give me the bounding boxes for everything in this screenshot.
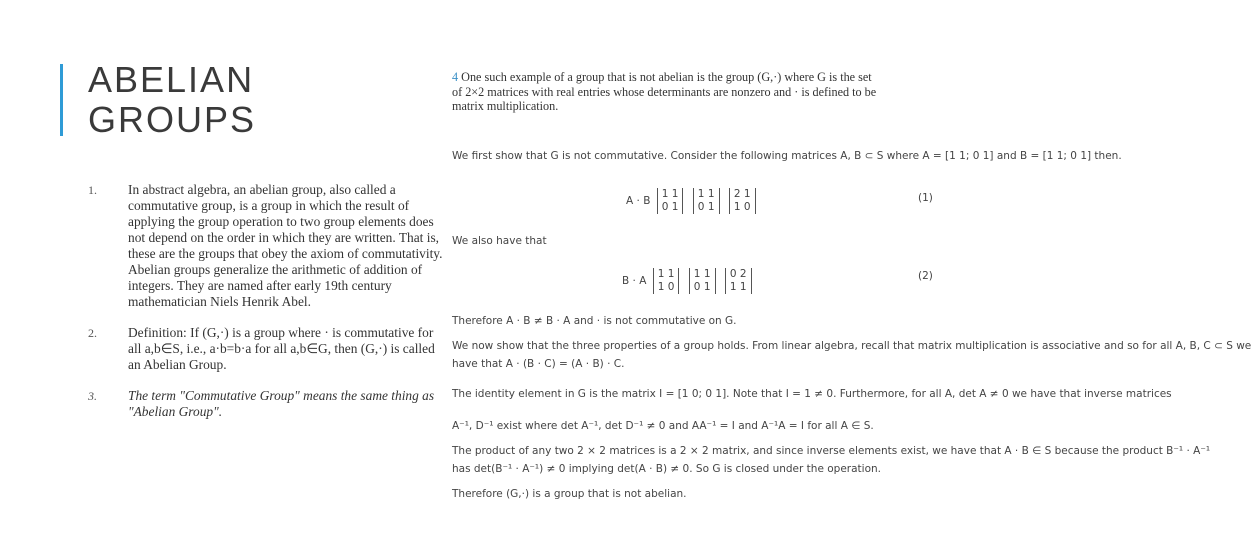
list-text: In abstract algebra, an abelian group, also called a commutative group, is a group in which the result of applying the group operation to two group elements does not depend on the order in which they are written. That is, these are the groups that obey the axiom of commutativity. Abelian groups generalize the arithmetic of addition of integers. They are named after early 19th century mathematician Niels Henrik Abel. [128, 182, 443, 309]
definition-list [88, 182, 443, 435]
matrix-row: 1 1 [661, 188, 679, 200]
matrix-row: 0 2 [729, 268, 747, 280]
matrix-row: 1 1 [729, 281, 747, 293]
eq2-label: B · A [622, 275, 647, 287]
list-item [88, 325, 443, 373]
title-accent-bar [60, 64, 63, 136]
proof-line: We also have that [452, 235, 547, 247]
example-intro [452, 70, 882, 114]
proof-line: A⁻¹, D⁻¹ exist where det A⁻¹, det D⁻¹ ≠ 0 and AA⁻¹ = I and A⁻¹A = I for all A ∈ S. [452, 420, 874, 432]
equation-1 [626, 188, 759, 214]
list-text: The term "Commutative Group" means the same thing as "Abelian Group". [128, 388, 435, 419]
list-number: 2. [88, 326, 97, 340]
list-number: 1. [88, 183, 97, 197]
matrix-row: 2 1 [733, 188, 751, 200]
slide-title [88, 60, 278, 140]
matrix [689, 268, 716, 294]
list-number: 3. [88, 389, 97, 403]
matrix-row: 1 1 [693, 268, 711, 280]
matrix [725, 268, 752, 294]
list-item [88, 388, 443, 420]
proof-line: have that A · (B · C) = (A · B) · C. [452, 358, 625, 370]
matrix [657, 188, 684, 214]
matrix-row: 0 1 [697, 201, 715, 213]
intro-text: One such example of a group that is not abelian is the group (G,·) where G is the set of 2×2 matrices with real entries whose determinants are nonzero and · is defined to be matrix multiplication. [452, 70, 877, 113]
proof-line: We first show that G is not commutative. Consider the following matrices A, B ⊂ S where A = [1 1; 0 1] and B = [1 1; 0 1] then. [452, 150, 1122, 162]
proof-line: The product of any two 2 × 2 matrices is a 2 × 2 matrix, and since inverse elements exist, we have that A · B ∈ S because the product B⁻¹ · A⁻¹ [452, 445, 1211, 457]
proof-line: The identity element in G is the matrix I = [1 0; 0 1]. Note that I = 1 ≠ 0. Furthermore, for all A, det A ≠ 0 we have that inverse matrices [452, 388, 1172, 400]
equation-number: (2) [918, 270, 933, 282]
title-line: ABELIAN GROUPS [88, 59, 257, 140]
matrix [729, 188, 756, 214]
equation-2 [622, 268, 755, 294]
proof-line: Therefore A · B ≠ B · A and · is not commutative on G. [452, 315, 737, 327]
matrix-row: 1 1 [697, 188, 715, 200]
proof-line: Therefore (G,·) is a group that is not abelian. [452, 488, 687, 500]
matrix [693, 188, 720, 214]
equation-number: (1) [918, 192, 933, 204]
eq1-label: A · B [626, 195, 651, 207]
matrix [653, 268, 680, 294]
proof-line: We now show that the three properties of a group holds. From linear algebra, recall that matrix multiplication is associative and so for all A, B, C ⊂ S we [452, 340, 1251, 352]
intro-lead: 4 [452, 70, 459, 84]
list-item [88, 182, 443, 310]
matrix-row: 0 1 [693, 281, 711, 293]
matrix-row: 1 1 [657, 268, 675, 280]
proof-line: has det(B⁻¹ · A⁻¹) ≠ 0 implying det(A · B) ≠ 0. So G is closed under the operation. [452, 463, 881, 475]
matrix-row: 1 0 [733, 201, 751, 213]
matrix-row: 0 1 [661, 201, 679, 213]
list-text: Definition: If (G,·) is a group where · is commutative for all a,b∈S, i.e., a·b=b·a for all a,b∈G, then (G,·) is called an Abelian Group. [128, 325, 435, 372]
matrix-row: 1 0 [657, 281, 675, 293]
